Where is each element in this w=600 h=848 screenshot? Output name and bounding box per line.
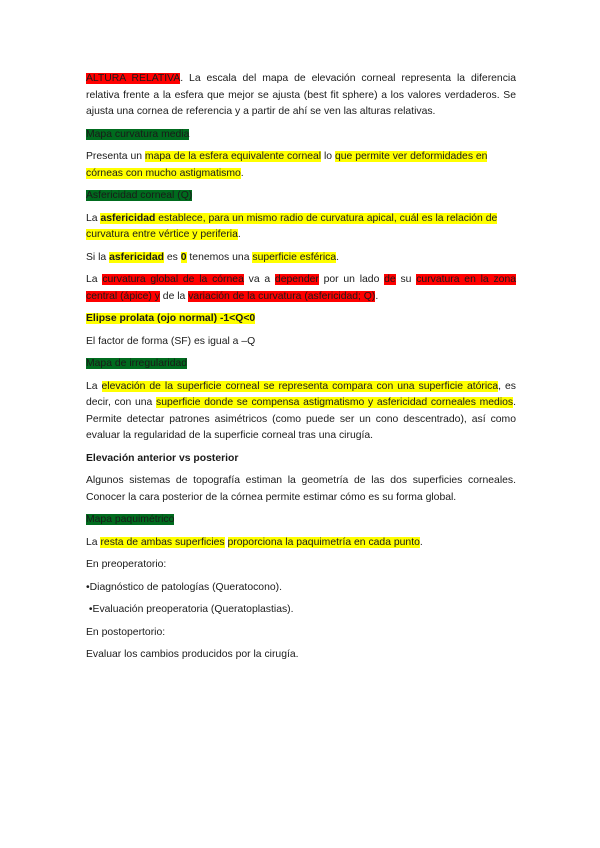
highlight-yellow-text: superficie esférica [252,251,337,263]
highlight-green-heading: Asfericidad corneal (Q) [86,190,193,201]
bold-heading: Elevación anterior vs posterior [86,452,239,464]
highlight-red-text: ALTURA RELATIVA [86,73,181,84]
heading-mapa-curvatura [86,127,516,144]
highlight-yellow-bold: Elipse prolata (ojo normal) -1<Q<0 [86,313,256,324]
body-text: de la [159,290,189,302]
body-text: •Evaluación preoperatoria (Queratoplastias). [86,604,294,615]
highlight-red-text: depender [274,274,319,285]
body-text: va a [243,274,275,285]
body-text: . [375,290,379,302]
highlight-yellow-text: que permite ver deformidades en córneas con mucho astigmatismo [86,151,488,179]
paragraph-asfericidad [86,211,516,244]
paragraph-curvatura [86,149,516,182]
body-text: En postopertorio: [86,626,166,638]
paragraph-topografia [86,473,516,506]
body-text: La [86,212,101,224]
body-text: establece, para un mismo radio de curvatura apical, cuál es la relación de curvatura entre vértice y periferia [86,212,498,240]
list-item-evaluacion [86,602,516,619]
highlight-green-heading: Mapa paquimétrico [86,514,175,525]
paragraph-paquimetria [86,535,516,552]
list-item-diagnostico [86,580,516,597]
body-text: En preoperatorio: [86,559,167,570]
body-text: lo [321,151,335,162]
highlight-red-text: curvatura global de la córnea [102,274,244,285]
paragraph-elipse-prolata [86,311,516,328]
body-text: El factor de forma (SF) es igual a –Q [86,335,256,347]
highlight-yellow-text: superficie donde se compensa astigmatismo y asfericidad corneales medios [156,397,514,408]
paragraph-asfericidad-cero [86,250,516,267]
body-text: es [163,251,181,263]
body-text: . [240,167,244,179]
paragraph-curvatura-global [86,272,516,305]
highlight-yellow-text: mapa de la esfera equivalente corneal [144,151,322,162]
highlight-yellow-text: elevación de la superficie corneal se representa compara con una superficie atórica [101,380,499,392]
paragraph-preoperatorio [86,557,516,574]
heading-asfericidad [86,188,516,205]
heading-paquimetrico [86,512,516,529]
paragraph-altura-relativa [86,71,516,121]
body-text: Si la [86,251,110,263]
body-text: . [336,251,340,263]
body-text: . Permite detectar patrones asimétricos (como puede ser un cono descentrado), así como evaluar la regularidad de la superficie corneal tras una cirugía. [86,397,516,441]
highlight-green-heading: Mapa de irregularidad [86,358,188,369]
highlight-red-text: curvatura en la zona central (ápice) y [86,274,517,302]
highlight-red-text: de [384,274,396,285]
body-text: su [395,274,417,285]
paragraph-irregularidad [86,379,516,445]
body-text: Presenta un [86,151,145,162]
body-text: •Diagnóstico de patologías (Queratocono). [86,581,282,593]
body-text: . [237,229,241,240]
highlight-yellow-text: proporciona la paquimetría en cada punto [227,536,420,548]
paragraph-evaluar-cambios [86,647,516,664]
bold-text: asfericidad [100,212,156,224]
body-text: por un lado [318,274,385,285]
highlight-yellow-bold: asfericidad [109,251,164,263]
highlight-yellow-text: resta de ambas superficies [100,536,225,548]
highlight-red-text: variación de la curvatura (asfericidad; Q) [188,290,376,302]
body-text: . [419,536,423,548]
paragraph-postoperatorio [86,625,516,642]
highlight-yellow-bold: 0 [180,251,187,263]
body-text: . La escala del mapa de elevación corneal representa la diferencia relativa frente a la esfera que mejor se ajusta (best fit sphere) a los valores verdaderos. Se ajusta una cornea de referencia y a partir de ahí se ven las alturas relativas. [86,73,516,117]
body-text: La [86,380,102,392]
heading-elevacion [86,451,516,468]
heading-irregularidad [86,356,516,373]
body-text: tenemos una [186,251,253,263]
document-body [86,71,516,670]
body-text: La [86,536,101,548]
paragraph-factor-forma [86,334,516,351]
body-text: Algunos sistemas de topografía estiman la geometría de las dos superficies corneales. Conocer la cara posterior de la córnea permite estimar cómo es su forma global. [86,475,516,503]
body-text: Evaluar los cambios producidos por la cirugía. [86,649,299,660]
highlight-yellow-text [86,213,497,241]
body-text: , es decir, con una [86,380,516,408]
body-text: La [86,274,103,285]
highlight-green-heading: Mapa curvatura media [86,128,190,140]
